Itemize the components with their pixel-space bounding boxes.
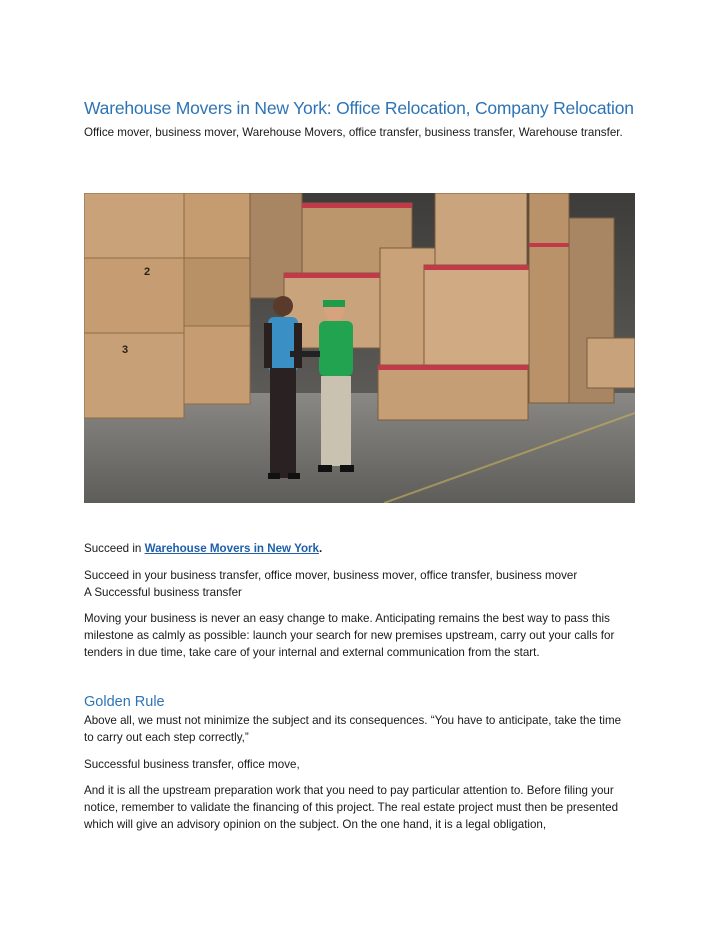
crate-label: 2 xyxy=(144,266,151,278)
page-title: Warehouse Movers in New York: Office Relocation, Company Relocation xyxy=(84,98,634,118)
page-subtitle: Office mover, business mover, Warehouse Movers, office transfer, business transfer, Warehouse transfer. xyxy=(84,126,623,139)
intro-suffix: . xyxy=(318,542,323,555)
golden-rule-heading: Golden Rule xyxy=(84,694,165,710)
office-move-paragraph: Successful business transfer, office move, xyxy=(84,758,300,771)
preparation-paragraph: And it is all the upstream preparation work that you need to pay particular attention to. Before filing your notice, remember to validate the financing of this project. The real estate project must then be presented which will give an advisory opinion on the subject. On the one hand, it is a legal obligation, xyxy=(84,784,619,831)
crate-label: 3 xyxy=(122,344,129,356)
warehouse-movers-link[interactable]: Warehouse Movers in New York xyxy=(144,542,319,555)
warehouse-illustration xyxy=(84,193,635,503)
business-transfer-line-2: A Successful business transfer xyxy=(84,586,242,599)
anticipate-paragraph: Above all, we must not minimize the subject and its consequences. “You have to anticipate, take the time to carry out each step correctly,” xyxy=(84,714,622,744)
crate-stack-left xyxy=(84,193,250,418)
moving-paragraph: Moving your business is never an easy change to make. Anticipating remains the best way to pass this milestone as calmly as possible: launch your search for new premises upstream, carry out your calls for tenders in due time, take care of your internal and external communication from the start. xyxy=(84,612,615,659)
intro-paragraph xyxy=(84,540,629,557)
warehouse-photo xyxy=(84,193,635,503)
business-transfer-paragraph xyxy=(84,567,629,601)
business-transfer-line-1: Succeed in your business transfer, office mover, business mover, office transfer, business mover xyxy=(84,569,578,582)
intro-prefix: Succeed in xyxy=(84,542,145,555)
